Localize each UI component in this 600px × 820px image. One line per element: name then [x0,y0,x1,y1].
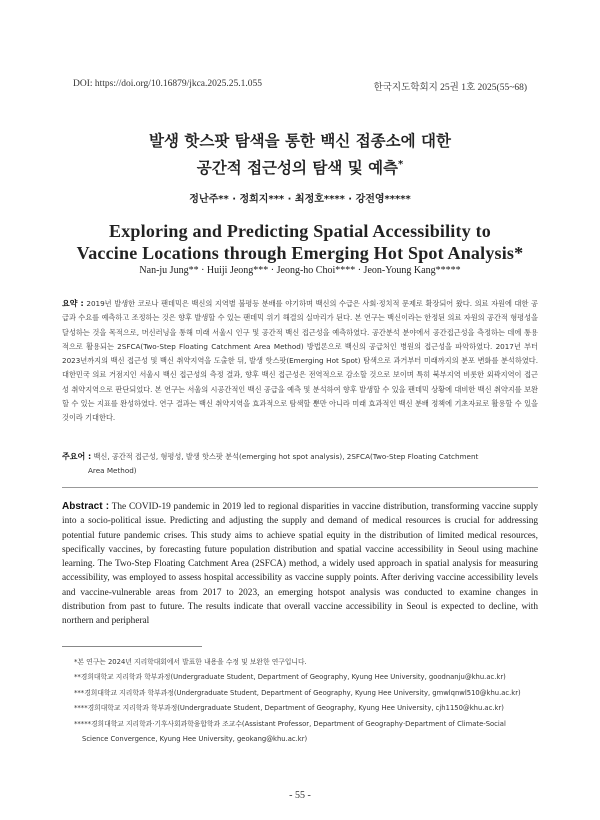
section-divider [62,487,538,488]
footnote-3: ***경희대학교 지리학과 학부과정(Undergraduate Student, Department of Geography, Kyung Hee University, gmwlqnwl510@khu.ac.kr) [74,688,521,697]
korean-keywords [62,450,538,478]
english-abstract [62,500,538,629]
footnote-2: **경희대학교 지리학과 학부과정(Undergraduate Student, Department of Geography, Kyung Hee University, goodnanju@khu.ac.kr) [74,673,506,682]
english-title-line-1: Exploring and Predicting Spatial Accessibility to [109,221,491,241]
korean-title [60,130,540,180]
korean-abstract [62,297,538,426]
journal-citation: 한국지도학회지 25권 1호 2025(55~68) [373,83,527,93]
keywords-label: 주요어 : [62,452,92,461]
doi-text[interactable]: DOI: https://doi.org/10.16879/jkca.2025.25.1.055 [73,79,263,89]
running-header [73,79,527,93]
english-authors: Nan-ju Jung** · Huiji Jeong*** · Jeong-ho Choi**** · Jeon-Young Kang***** [139,265,461,276]
keywords-text-2: Area Method) [88,466,137,475]
korean-title-line-2: 공간적 접근성의 탐색 및 예측* [196,159,404,178]
korean-title-line-1: 발생 핫스팟 탐색을 통한 백신 접종소에 대한 [149,132,451,150]
footnotes [74,655,534,747]
english-title [40,220,560,264]
english-abstract-label: Abstract : [62,501,110,512]
footnote-4: ****경희대학교 지리학과 학부과정(Undergraduate Student, Department of Geography, Kyung Hee University, cjh1150@khu.ac.kr) [74,704,504,713]
korean-abstract-label: 요약 : [62,299,84,308]
korean-authors: 정난주** · 정희지*** · 최정호**** · 강전영***** [189,194,411,205]
footnote-rule [62,646,202,647]
keywords-text-1: 백신, 공간적 접근성, 형평성, 발생 핫스팟 분석(emerging hot spot analysis), 2SFCA(Two-Step Floating Catchment [93,452,479,461]
english-abstract-text: The COVID-19 pandemic in 2019 led to regional disparities in vaccine distribution, transforming vaccine supply into a socio-political issue. Predicting and adjusting the supply and demand of medical resources is crucial for addressing potential future pandemic crises. This study aims to achieve spatial equity in the distribution of limited medical resources, specifically vaccines, by forecasting future population distribution and spatial vaccine accessibility in Seoul using machine learning. The Two-Step Floating Catchment Area (2SFCA) method, a widely used approach in spatial analysis for measuring accessibility, was employed to assess hospital accessibility as vaccine supply points. After deriving vaccine accessibility levels and vaccine-vulnerable areas from 2017 to 2023, an emerging hotspot analysis was conducted to examine changes in distribution from past to future. The results indicate that overall vaccine accessibility in Seoul is expected to decline, with northern and peripheral [62,502,538,627]
page-number: - 55 - [289,790,311,801]
english-title-footnote-mark: * [514,243,524,263]
footnote-1: *본 연구는 2024년 지리학대회에서 발표한 내용을 수정 및 보완한 연구입니다. [74,658,307,666]
english-title-line-2: Vaccine Locations through Emerging Hot Spot Analysis* [76,243,524,263]
korean-abstract-text: 2019년 발생한 코로나 팬데믹은 백신의 지역별 불평등 분배를 야기하며 백신의 수급은 사회·정치적 문제로 확장되어 왔다. 의료 자원에 대한 공급과 수요를 예측하고 조정하는 것은 향후 발생할 수 있는 팬데믹 위기 해결의 실마리가 된다. 본 연구는 백신이라는 한정된 의료 자원의 공간적 형평성을 달성하는 것을 목적으로, 머신러닝을 통해 미래 서울시 인구 및 공간적 백신 접근성을 예측하였다. 공간분석 분야에서 공간접근성을 측정하는 데에 통용적으로 활용되는 2SFCA(Two-Step Floating Catchment Area Method) 방법론으로 백신의 공급처인 병원의 접근성을 파악하였다. 2017년 부터 2023년까지의 백신 접근성 및 백신 취약지역을 도출한 뒤, 발생 핫스팟(Emerging Hot Spot) 탐색으로 과거부터 미래까지의 분포 변화를 분석하였다. 대한민국 의료 거점지인 서울시 백신 접근성의 측정 결과, 향후 백신 접근성은 전역적으로 감소할 것으로 보이며 특히 북부지역 비롯한 외곽지역이 접근성 취약지역으로 판단되었다. 본 연구는 서울의 시공간적인 백신 공급을 예측 및 분석하여 향후 발생할 수 있을 팬데믹 상황에 대비한 백신 취약지를 보완할 수 있는 지표를 완성하였다. 연구 결과는 백신 취약지역을 효과적으로 탐색할 뿐만 아니라 미래 효과적인 백신 분배 정책에 기초자료로 활용할 수 있을 것이라 기대한다. [62,299,538,423]
footnote-5: *****경희대학교 지리학과·기후사회과학융합학과 조교수(Assistant Professor, Department of Geography·Department of Climate-Social Science Convergence, Kyung Hee University, geokang@khu.ac.kr) [74,719,506,744]
title-footnote-mark: * [398,159,404,170]
